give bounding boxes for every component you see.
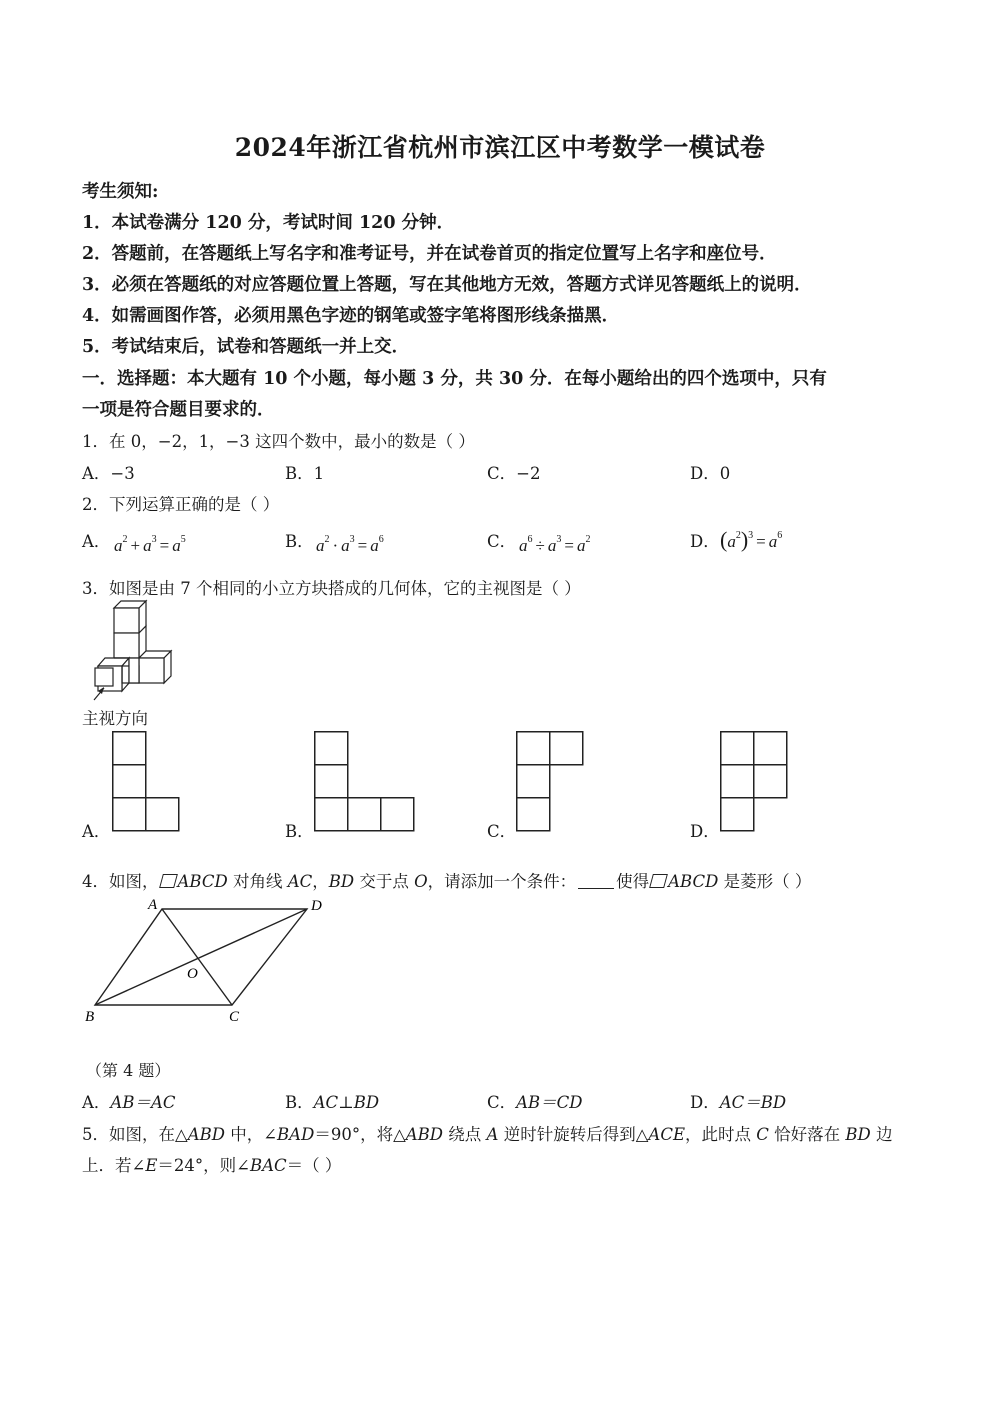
q1-stem: 1．在 0，−2，1，−3 这四个数中，最小的数是（ ）	[82, 432, 475, 451]
section-heading-line1: 一．选择题：本大题有 10 个小题，每小题 3 分，共 30 分．在每小题给出的四个选项中，只有	[82, 369, 827, 389]
q1-option-b: B．1	[285, 464, 325, 483]
q3-option-a-label: A．	[82, 822, 111, 841]
q1-option-d: D．0	[690, 464, 731, 483]
notice-item-2: 2．答题前，在答题纸上写名字和准考证号，并在试卷首页的指定位置写上名字和座位号．	[82, 244, 777, 264]
q4-point-a: A	[148, 897, 158, 913]
q2-stem: 2．下列运算正确的是（ ）	[82, 495, 280, 514]
parallelogram-icon	[649, 874, 668, 888]
notice-item-5: 5．考试结束后，试卷和答题纸一并上交．	[82, 337, 410, 357]
q3-direction-label: 主视方向	[82, 709, 148, 728]
q3-cube-figure	[84, 596, 184, 706]
q4-point-b: B	[85, 1009, 95, 1025]
page-title: 2024年浙江省杭州市滨江区中考数学一模试卷	[234, 133, 766, 162]
q1-option-c: C．−2	[487, 464, 541, 483]
q4-caption: （第 4 题）	[86, 1061, 171, 1080]
q2-option-a-formula: $a^2 + a^3 = a^5$	[114, 534, 186, 555]
q3-option-d-label: D．	[690, 822, 720, 841]
q4-point-d: D	[311, 898, 322, 914]
q4-option-a: A．AB＝AC	[82, 1093, 176, 1112]
q2-option-b-formula: $a^2 \cdot a^3 = a^6$	[316, 534, 384, 555]
q4-blank[interactable]	[578, 888, 614, 889]
q3-option-c-label: C．	[487, 822, 517, 841]
q2-option-d-formula: $(a^2)^3 = a^6$	[720, 527, 783, 552]
q4-point-c: C	[229, 1009, 240, 1025]
q5-stem-line2: 上．若∠E＝24°，则∠BAC＝（ ）	[82, 1156, 342, 1175]
notice-item-4: 4．如需画图作答，必须用黑色字迹的钢笔或签字笔将图形线条描黑．	[82, 306, 620, 326]
notice-item-1: 1．本试卷满分 120 分，考试时间 120 分钟．	[82, 213, 455, 233]
q2-option-a-label: A．	[82, 532, 111, 551]
q4-stem: 4．如图， ABCD 对角线 AC，BD 交于点 O，请添加一个条件： 使得 ABCD 是菱形（ ）	[82, 872, 812, 891]
q3-option-b-label: B．	[285, 822, 314, 841]
q3-stem: 3．如图是由 7 个相同的小立方块搭成的几何体，它的主视图是（ ）	[82, 579, 581, 598]
section-heading-line2: 一项是符合题目要求的．	[82, 400, 275, 420]
q4-point-o: O	[187, 966, 198, 982]
q2-option-c-formula: $a^6 \div a^3 = a^2$	[519, 534, 591, 555]
q3-option-a-figure	[112, 731, 182, 833]
notice-heading: 考生须知:	[82, 182, 159, 202]
q2-option-b-label: B．	[285, 532, 314, 551]
q4-parallelogram-figure	[82, 893, 332, 1028]
q1-option-a: A．−3	[82, 464, 135, 483]
q3-option-c-figure	[516, 731, 586, 833]
q4-option-d: D．AC＝BD	[690, 1093, 787, 1112]
q3-option-d-figure	[720, 731, 790, 833]
notice-item-3: 3．必须在答题纸的对应答题位置上答题，写在其他地方无效，答题方式详见答题纸上的说明．	[82, 275, 812, 295]
q4-option-c: C．AB＝CD	[487, 1093, 583, 1112]
q5-stem-line1: 5．如图，在△ABD 中，∠BAD＝90°，将△ABD 绕点 A 逆时针旋转后得到△ACE，此时点 C 恰好落在 BD 边	[82, 1125, 893, 1144]
q4-option-b: B．AC⊥BD	[285, 1093, 380, 1112]
q2-option-d-label: D．	[690, 532, 720, 551]
parallelogram-icon	[159, 874, 178, 888]
q3-option-b-figure	[314, 731, 418, 833]
q2-option-c-label: C．	[487, 532, 517, 551]
